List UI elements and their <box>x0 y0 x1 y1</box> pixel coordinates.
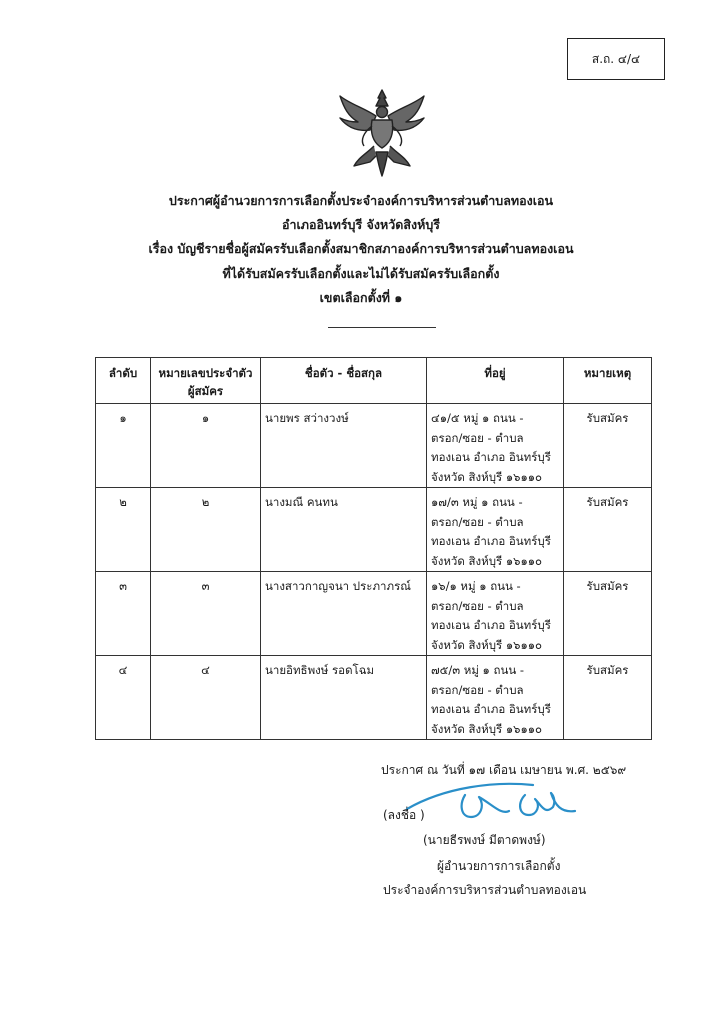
heading-line-4: ที่ได้รับสมัครรับเลือกตั้งและไม่ได้รับสมัครรับเลือกตั้ง <box>222 266 500 281</box>
address-line-4: จังหวัด สิงห์บุรี ๑๖๑๑๐ <box>431 721 543 736</box>
address-line-4: จังหวัด สิงห์บุรี ๑๖๑๑๐ <box>431 637 543 652</box>
table-header-row <box>96 358 652 404</box>
cell-order: ๓ <box>96 572 151 656</box>
address-line-1: ๑๖/๑ หมู่ ๑ ถนน - <box>431 579 521 593</box>
cell-address <box>427 572 564 656</box>
signature-icon <box>405 775 605 827</box>
signer-name: (นายธีรพงษ์ มีตาดพงษ์) <box>423 833 546 847</box>
table-row <box>96 572 652 656</box>
form-code-box: ส.ถ. ๔/๔ <box>567 38 665 80</box>
address-line-3: ทองเอน อำเภอ อินทร์บุรี <box>431 618 551 632</box>
address-line-1: ๑๗/๓ หมู่ ๑ ถนน - <box>431 495 523 509</box>
address-line-3: ทองเอน อำเภอ อินทร์บุรี <box>431 450 551 464</box>
heading-line-1: ประกาศผู้อำนวยการการเลือกตั้งประจำองค์การบริหารส่วนตำบลทองเอน <box>168 193 554 208</box>
address-line-1: ๔๑/๕ หมู่ ๑ ถนน - <box>431 411 524 425</box>
cell-remark: รับสมัคร <box>564 656 652 740</box>
cell-order: ๒ <box>96 488 151 572</box>
sign-label: (ลงชื่อ ) <box>383 808 425 822</box>
garuda-emblem-icon <box>336 86 428 178</box>
address-line-2: ตรอก/ซอย - ตำบล <box>431 598 524 613</box>
cell-order: ๑ <box>96 404 151 488</box>
address-line-3: ทองเอน อำเภอ อินทร์บุรี <box>431 702 551 716</box>
cell-name: นายพร สว่างวงษ์ <box>261 404 427 488</box>
table-row <box>96 656 652 740</box>
heading-line-2: อำเภออินทร์บุรี จังหวัดสิงห์บุรี <box>282 217 440 232</box>
cell-address <box>427 488 564 572</box>
cell-remark: รับสมัคร <box>564 572 652 656</box>
signer-position-line-2: ประจำองค์การบริหารส่วนตำบลทองเอน <box>383 883 587 897</box>
cell-number: ๑ <box>151 404 261 488</box>
header-order: ลำดับ <box>96 358 151 404</box>
header-number-line-1: หมายเลขประจำตัว <box>158 366 253 380</box>
table-row <box>96 404 652 488</box>
address-line-2: ตรอก/ซอย - ตำบล <box>431 514 524 529</box>
header-number-line-2: ผู้สมัคร <box>187 384 224 398</box>
address-line-4: จังหวัด สิงห์บุรี ๑๖๑๑๐ <box>431 553 543 568</box>
cell-number: ๒ <box>151 488 261 572</box>
heading-line-5: เขตเลือกตั้งที่ ๑ <box>319 290 403 305</box>
signer-position-line-1: ผู้อำนวยการการเลือกตั้ง <box>437 859 561 873</box>
address-line-1: ๗๕/๓ หมู่ ๑ ถนน - <box>431 663 525 677</box>
cell-order: ๔ <box>96 656 151 740</box>
header-name: ชื่อตัว - ชื่อสกุล <box>261 358 427 404</box>
address-line-3: ทองเอน อำเภอ อินทร์บุรี <box>431 534 551 548</box>
cell-remark: รับสมัคร <box>564 404 652 488</box>
cell-address <box>427 656 564 740</box>
heading-divider <box>328 327 436 328</box>
header-number <box>151 358 261 404</box>
address-line-2: ตรอก/ซอย - ตำบล <box>431 682 524 697</box>
header-remark: หมายเหตุ <box>564 358 652 404</box>
announce-date: ประกาศ ณ วันที่ ๑๗ เดือน เมษายน พ.ศ. ๒๕๖๙ <box>381 763 627 777</box>
candidates-table <box>95 357 652 740</box>
cell-remark: รับสมัคร <box>564 488 652 572</box>
address-line-4: จังหวัด สิงห์บุรี ๑๖๑๑๐ <box>431 469 543 484</box>
cell-name: นางมณี คนทน <box>261 488 427 572</box>
cell-name: นางสาวกาญจนา ประภาภรณ์ <box>261 572 427 656</box>
cell-address <box>427 404 564 488</box>
cell-name: นายอิทธิพงษ์ รอดโฉม <box>261 656 427 740</box>
heading-line-3: เรื่อง บัญชีรายชื่อผู้สมัครรับเลือกตั้งสมาชิกสภาองค์การบริหารส่วนตำบลทองเอน <box>148 241 574 256</box>
header-address: ที่อยู่ <box>427 358 564 404</box>
cell-number: ๔ <box>151 656 261 740</box>
table-row <box>96 488 652 572</box>
cell-number: ๓ <box>151 572 261 656</box>
address-line-2: ตรอก/ซอย - ตำบล <box>431 430 524 445</box>
